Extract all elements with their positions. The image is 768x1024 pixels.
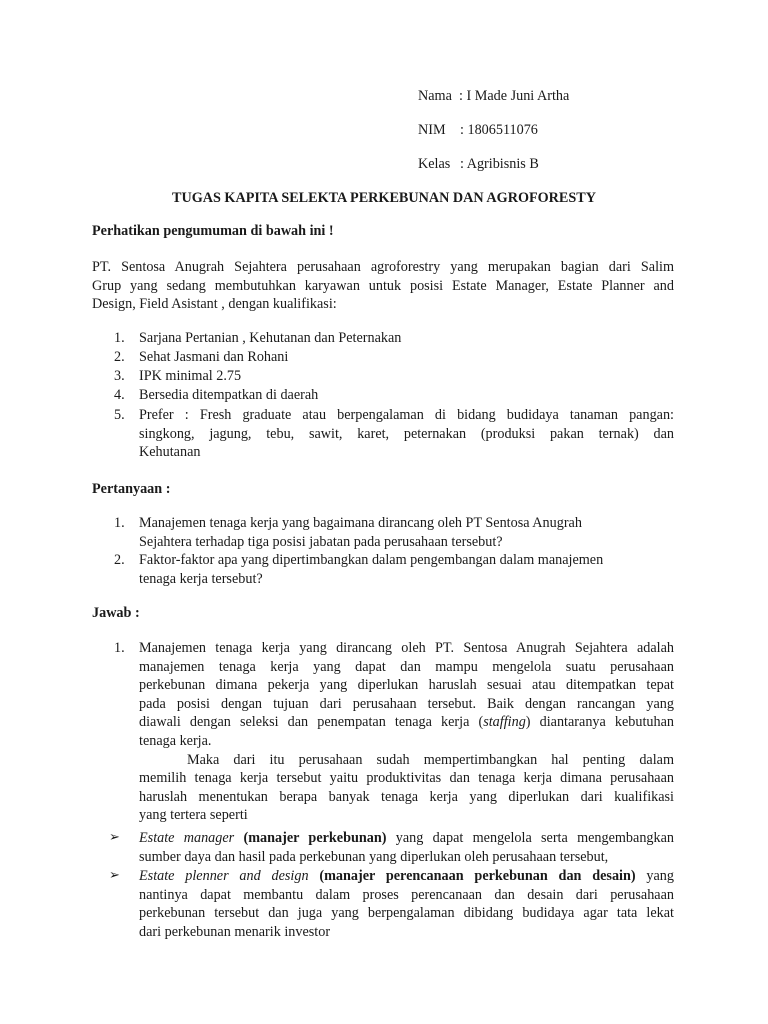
nim-value: : 1806511076: [460, 122, 538, 138]
notice-heading: Perhatikan pengumuman di bawah ini !: [92, 223, 334, 239]
identity-nama: [418, 87, 569, 106]
answers-heading: Jawab :: [92, 605, 140, 621]
kelas-label: Kelas: [418, 156, 451, 172]
kelas-value: : Agribisnis B: [460, 156, 539, 172]
qualifications-list: 1. Sarjana Pertanian , Kehutanan dan Peternakan 2. Sehat Jasmani dan Rohani 3. IPK minimal 2.75 4. Bersedia ditempatkan di daerah 5. Prefer : Fresh graduate atau berpengalaman di bidang budidaya tanaman pangan: singkong, jagung, tebu, sawit, karet, peternakan (produksi pakan ternak) dan Kehutanan: [114, 330, 674, 461]
answer-block: 1. Manajemen tenaga kerja yang dirancang oleh PT. Sentosa Anugrah Sejahtera adalah manajemen tenaga kerja yang dapat dan mampu mengelola suatu perusahaan perkebunan dimana pekerja yang diperlukan haruslah sesuai atau ditempatkan tepat pada posisi dengan tujuan dari perusahaan tersebut. Baik dengan rancangan yang diawali dengan seleksi dan penempatan tenaga kerja (staffing) diantaranya kebutuhan tenaga kerja. Maka dari itu perusahaan sudah mempertimbangkan hal penting dalam memilih tenaga kerja tersebut yaitu produktivitas dan tenaga kerja dimana perusahaan haruslah menentukan berapa banyak tenaga kerja yang diperlukan dari kualifikasi yang tertera seperti ➢ Estate manager (manajer perkebunan) yang dapat mengelola serta mengembangkan sumber daya dan hasil pada perkebunan yang diperlukan oleh perusahaan tersebut, ➢ Estate plenner and design (manajer perencanaan perkebunan dan desain) yang nantinya dapat membantu dalam proses perencanaan dan desain dari perusahaan perkebunan tersebut dan juga yang berpengalaman dibidang budidaya agar tata lekat dari perkebunan menarik investor: [109, 640, 675, 940]
questions-list: 1. Manajemen tenaga kerja yang bagaimana dirancang oleh PT Sentosa Anugrah Sejahtera terhadap tiga posisi jabatan pada perusahaan tersebut? 2. Faktor-faktor apa yang dipertimbangkan dalam pengembangan dalam manajemen tenaga kerja tersebut?: [114, 515, 604, 587]
nim-label: NIM: [418, 122, 446, 138]
arrow-bullet-icon: ➢: [109, 868, 120, 883]
intro-line: Design, Field Asistant , dengan kualifikasi:: [92, 296, 337, 313]
document-title: TUGAS KAPITA SELEKTA PERKEBUNAN DAN AGROFORESTY: [172, 190, 596, 206]
nama-label: Nama: [418, 88, 452, 104]
arrow-bullet-icon: ➢: [109, 830, 120, 845]
questions-heading: Pertanyaan :: [92, 481, 171, 497]
nama-value: : I Made Juni Artha: [458, 88, 570, 104]
identity-kelas: [418, 155, 539, 174]
identity-nim: [418, 121, 538, 140]
intro-paragraph: [92, 258, 674, 314]
intro-line: PT. Sentosa Anugrah Sejahtera perusahaan agroforestry yang merupakan bagian dari Salim: [92, 259, 674, 275]
intro-line: Grup yang sedang membutuhkan karyawan untuk posisi Estate Manager, Estate Planner and: [92, 277, 674, 294]
